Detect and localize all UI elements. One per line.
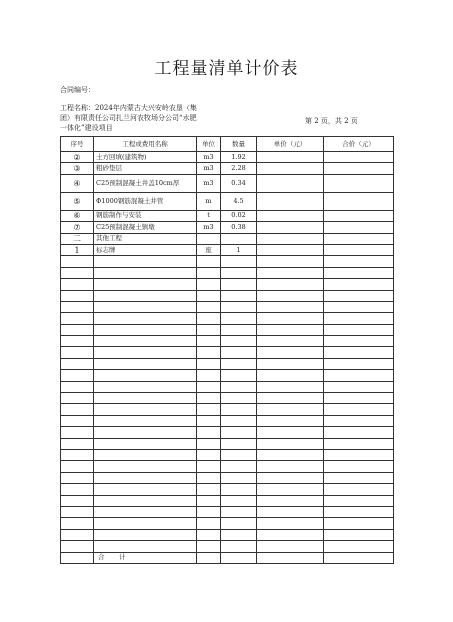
blank-cell [221,415,257,426]
cell-total [324,244,394,255]
blank-cell [257,324,324,335]
blank-cell [197,336,221,347]
blank-cell [197,506,221,517]
blank-cell [197,541,221,552]
blank-row [61,393,394,404]
blank-cell [257,404,324,415]
blank-cell [324,256,394,267]
cell-qty: 0.38 [221,222,257,233]
blank-row [61,347,394,358]
blank-cell [197,381,221,392]
blank-cell [257,472,324,483]
table-row [61,244,394,255]
blank-cell [257,393,324,404]
page-info: 第 2 页，共 2 页 [305,117,358,125]
blank-cell [324,301,394,312]
blank-cell [61,529,94,540]
cell-qty: 1 [221,244,257,255]
blank-cell [94,415,197,426]
blank-cell [94,256,197,267]
blank-cell [221,279,257,290]
blank-cell [324,290,394,301]
cell-total [324,163,394,174]
cell-name: C25预制混凝土镇墩 [94,222,197,233]
cell-unit: m3 [197,222,221,233]
total-row [61,552,394,563]
blank-cell [221,267,257,278]
blank-cell [324,393,394,404]
cell-price [257,233,324,244]
blank-cell [61,541,94,552]
blank-cell [324,279,394,290]
blank-cell [221,472,257,483]
blank-cell [61,279,94,290]
cell-seq: ⑤ [61,192,94,210]
blank-cell [197,290,221,301]
blank-cell [61,381,94,392]
blank-cell [257,415,324,426]
bill-of-quantities-table [60,136,394,564]
blank-cell [94,484,197,495]
cell-seq: ④ [61,174,94,192]
cell-total [324,152,394,163]
blank-cell [324,449,394,460]
blank-cell [257,449,324,460]
blank-cell [61,518,94,529]
blank-cell [94,529,197,540]
cell-seq: ⑦ [61,222,94,233]
blank-row [61,438,394,449]
cell-seq: ⑥ [61,210,94,221]
table-row [61,163,394,174]
blank-cell [94,518,197,529]
blank-cell [257,381,324,392]
blank-cell [94,267,197,278]
blank-cell [221,484,257,495]
blank-cell [324,358,394,369]
blank-cell [324,495,394,506]
col-header-total: 合价（元） [324,137,394,152]
table-row [61,210,394,221]
blank-cell [94,541,197,552]
table-row [61,174,394,192]
blank-row [61,541,394,552]
cell-seq: ③ [61,163,94,174]
blank-cell [257,347,324,358]
blank-cell [197,267,221,278]
cell-qty: 0.02 [221,210,257,221]
blank-cell [197,404,221,415]
blank-row [61,358,394,369]
blank-cell [257,267,324,278]
blank-cell [197,472,221,483]
blank-cell [61,404,94,415]
blank-cell [197,484,221,495]
col-header-qty: 数量 [221,137,257,152]
blank-cell [94,324,197,335]
blank-cell [61,358,94,369]
blank-cell [61,347,94,358]
cell-price [257,152,324,163]
blank-cell [257,370,324,381]
blank-cell [197,358,221,369]
cell-total [324,210,394,221]
blank-cell [324,472,394,483]
cell-name: 土方回填(建筑物) [94,152,197,163]
blank-cell [324,370,394,381]
blank-cell [221,381,257,392]
blank-row [61,461,394,472]
blank-cell [257,529,324,540]
blank-cell [257,290,324,301]
blank-cell [221,461,257,472]
table-row [61,192,394,210]
total-cell [221,552,257,563]
blank-cell [324,313,394,324]
page-title: 工程量清单计价表 [154,59,299,79]
cell-price [257,192,324,210]
blank-row [61,290,394,301]
blank-cell [61,427,94,438]
blank-cell [257,541,324,552]
blank-cell [197,438,221,449]
blank-cell [324,518,394,529]
cell-qty: 4.5 [221,192,257,210]
blank-cell [257,438,324,449]
blank-cell [324,427,394,438]
col-header-seq: 序号 [61,137,94,152]
cell-name: 标志牌 [94,244,197,255]
blank-cell [257,313,324,324]
total-cell [257,552,324,563]
blank-cell [257,427,324,438]
blank-cell [94,427,197,438]
blank-row [61,427,394,438]
blank-cell [221,438,257,449]
blank-cell [94,290,197,301]
col-header-unit: 单位 [197,137,221,152]
blank-cell [94,279,197,290]
cell-qty: 0.34 [221,174,257,192]
blank-cell [61,449,94,460]
cell-unit: m [197,192,221,210]
cell-seq: 1 [61,244,94,255]
blank-cell [257,358,324,369]
blank-cell [197,449,221,460]
blank-row [61,472,394,483]
blank-cell [197,427,221,438]
blank-cell [324,529,394,540]
blank-cell [324,438,394,449]
cell-name: Φ1000钢筋混凝土井管 [94,192,197,210]
cell-price [257,174,324,192]
blank-cell [61,393,94,404]
cell-total [324,222,394,233]
blank-cell [61,256,94,267]
table-header-row [61,137,394,152]
blank-cell [94,404,197,415]
blank-cell [94,358,197,369]
blank-cell [61,472,94,483]
cell-unit: 座 [197,244,221,255]
cell-total [324,192,394,210]
cell-total [324,233,394,244]
blank-cell [197,347,221,358]
blank-cell [61,415,94,426]
blank-cell [257,495,324,506]
cell-price [257,244,324,255]
blank-cell [197,415,221,426]
blank-cell [221,404,257,415]
blank-cell [221,506,257,517]
cell-price [257,222,324,233]
table-row [61,222,394,233]
blank-row [61,313,394,324]
cell-unit [197,233,221,244]
cell-unit: m3 [197,152,221,163]
cell-qty [221,233,257,244]
blank-cell [94,313,197,324]
blank-cell [257,279,324,290]
blank-cell [61,495,94,506]
blank-cell [221,529,257,540]
blank-cell [197,370,221,381]
blank-cell [221,290,257,301]
cell-name: 其他工程 [94,233,197,244]
blank-cell [197,279,221,290]
blank-cell [61,336,94,347]
blank-row [61,495,394,506]
blank-cell [221,495,257,506]
blank-cell [221,336,257,347]
blank-row [61,529,394,540]
blank-cell [61,267,94,278]
blank-cell [197,313,221,324]
blank-cell [221,427,257,438]
blank-cell [197,495,221,506]
blank-cell [94,301,197,312]
blank-cell [94,449,197,460]
blank-row [61,256,394,267]
blank-cell [94,506,197,517]
blank-row [61,370,394,381]
blank-cell [257,518,324,529]
blank-cell [221,449,257,460]
blank-cell [94,393,197,404]
blank-cell [221,358,257,369]
blank-cell [94,461,197,472]
blank-row [61,404,394,415]
blank-cell [221,518,257,529]
blank-row [61,324,394,335]
blank-cell [61,484,94,495]
blank-cell [61,301,94,312]
blank-cell [61,313,94,324]
blank-cell [197,461,221,472]
blank-cell [324,461,394,472]
blank-cell [221,347,257,358]
blank-cell [197,518,221,529]
blank-cell [61,370,94,381]
blank-cell [197,529,221,540]
blank-cell [324,415,394,426]
blank-cell [221,301,257,312]
blank-cell [324,381,394,392]
cell-unit: m3 [197,174,221,192]
blank-cell [197,256,221,267]
blank-cell [257,301,324,312]
cell-unit: t [197,210,221,221]
cell-name: C25预制混凝土井盖10cm厚 [94,174,197,192]
table-row [61,152,394,163]
blank-cell [221,393,257,404]
blank-cell [257,336,324,347]
blank-cell [324,484,394,495]
blank-cell [257,506,324,517]
contract-number-label: 合同编号： [60,86,95,94]
cell-price [257,210,324,221]
blank-cell [94,336,197,347]
blank-row [61,415,394,426]
blank-cell [197,393,221,404]
total-cell [61,552,94,563]
blank-cell [94,472,197,483]
blank-cell [221,313,257,324]
blank-row [61,506,394,517]
blank-cell [61,461,94,472]
col-header-name: 工程或费用名称 [94,137,197,152]
total-cell [324,552,394,563]
blank-cell [221,324,257,335]
cell-name: 粗砂垫层 [94,163,197,174]
blank-cell [324,267,394,278]
blank-cell [94,438,197,449]
cell-seq: ② [61,152,94,163]
blank-cell [257,461,324,472]
col-header-price: 单价（元） [257,137,324,152]
blank-row [61,336,394,347]
blank-row [61,301,394,312]
total-cell [197,552,221,563]
cell-price [257,163,324,174]
blank-cell [94,495,197,506]
blank-cell [94,381,197,392]
blank-row [61,484,394,495]
blank-row [61,449,394,460]
blank-cell [197,324,221,335]
cell-name: 钢筋制作与安装 [94,210,197,221]
blank-cell [94,370,197,381]
cell-qty: 2.28 [221,163,257,174]
blank-cell [61,506,94,517]
blank-cell [61,324,94,335]
total-label: 合 计 [94,552,197,563]
cell-unit: m3 [197,163,221,174]
blank-cell [197,301,221,312]
blank-row [61,279,394,290]
blank-cell [61,438,94,449]
project-name: 工程名称：2024年内蒙古大兴安岭农垦（集团）有限责任公司扎兰河农牧场分公司“水肥一体化”建设项目 [60,104,197,132]
cell-total [324,174,394,192]
table-row [61,233,394,244]
blank-cell [324,506,394,517]
blank-cell [324,404,394,415]
blank-cell [94,347,197,358]
blank-cell [221,541,257,552]
cell-seq: 二 [61,233,94,244]
blank-cell [257,256,324,267]
blank-cell [221,370,257,381]
blank-row [61,267,394,278]
cell-qty: 1.92 [221,152,257,163]
blank-cell [324,347,394,358]
blank-cell [324,336,394,347]
blank-cell [324,324,394,335]
blank-row [61,518,394,529]
blank-cell [324,541,394,552]
blank-cell [61,290,94,301]
blank-row [61,381,394,392]
blank-cell [221,256,257,267]
blank-cell [257,484,324,495]
